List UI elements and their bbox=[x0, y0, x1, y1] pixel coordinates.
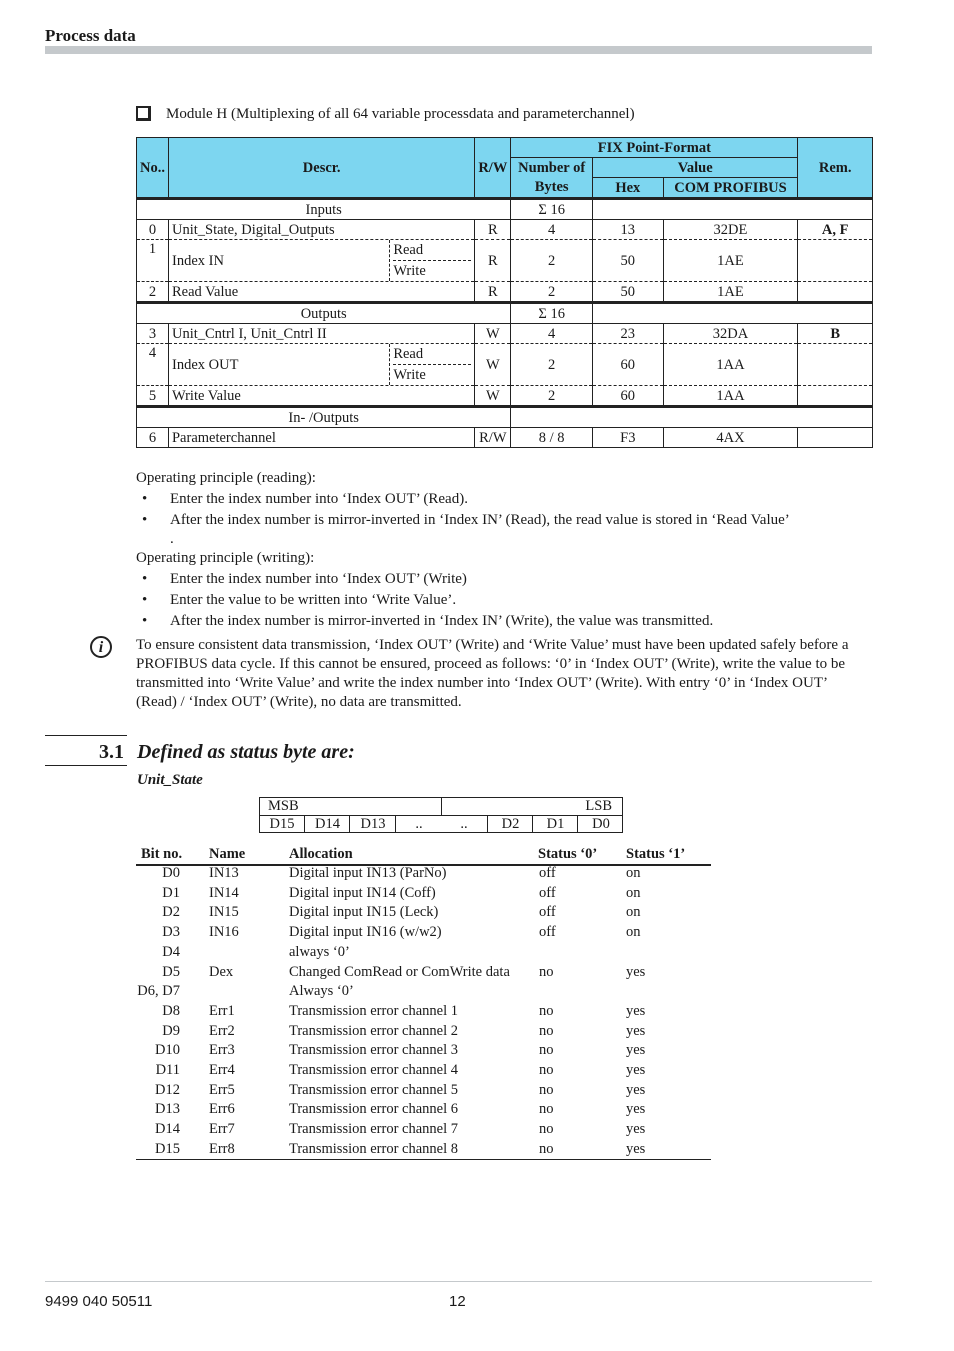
msb-label: MSB bbox=[268, 798, 299, 814]
status-cell-bit: D14 bbox=[155, 1121, 180, 1138]
col-rem: Rem. bbox=[798, 138, 873, 199]
status-cell-alloc: Always ‘0’ bbox=[289, 983, 354, 1000]
status-cell-name: Err5 bbox=[209, 1081, 235, 1098]
status-cell-bit: D0 bbox=[162, 865, 180, 881]
table-row: 6 Parameterchannel R/W 8 / 8 F3 4AX bbox=[137, 428, 873, 448]
status-cell-s1: yes bbox=[626, 1140, 646, 1157]
status-cell-bit: D2 bbox=[162, 904, 180, 921]
group-sum: Σ 16 bbox=[511, 303, 593, 324]
status-cell-s1: on bbox=[626, 904, 641, 921]
table-row: 5 Write Value W 2 60 1AA bbox=[137, 386, 873, 407]
module-heading bbox=[136, 106, 635, 123]
status-cell-name: Err7 bbox=[209, 1121, 235, 1138]
group-sum: Σ 16 bbox=[511, 199, 593, 220]
status-cell-alloc: Digital input IN13 (ParNo) bbox=[289, 865, 447, 881]
page-header-title: Process data bbox=[45, 26, 136, 45]
status-cell-s0: no bbox=[539, 1140, 554, 1157]
status-cell-s0: no bbox=[539, 963, 554, 980]
status-cell-name: Err4 bbox=[209, 1062, 235, 1078]
status-cell-s0: no bbox=[539, 1121, 554, 1138]
status-cell-alloc: always ‘0’ bbox=[289, 943, 350, 960]
status-cell-bit: D5 bbox=[162, 963, 180, 980]
section-rule-top bbox=[45, 735, 127, 736]
status-cell-bit: D12 bbox=[155, 1081, 180, 1098]
section-title: Defined as status byte are: bbox=[137, 741, 355, 763]
bit-cell: D0 bbox=[577, 816, 624, 833]
table-row bbox=[136, 1042, 711, 1062]
status-table-end-rule bbox=[136, 1159, 711, 1160]
status-cell-bit: D13 bbox=[155, 1101, 180, 1118]
lsb-label: LSB bbox=[585, 798, 612, 814]
bit-cell: .. bbox=[395, 816, 442, 833]
status-cell-name: Err8 bbox=[209, 1140, 235, 1157]
bit-cell: D13 bbox=[349, 816, 396, 833]
operating-principle bbox=[136, 469, 866, 631]
status-cell-s0: no bbox=[539, 1022, 554, 1039]
group-inoutputs bbox=[137, 407, 873, 428]
table-row: 2 Read Value R 2 50 1AE bbox=[137, 282, 873, 303]
status-cell-s0: off bbox=[539, 865, 556, 881]
status-cell-alloc: Digital input IN16 (w/w2) bbox=[289, 924, 442, 941]
section-subtitle: Unit_State bbox=[137, 772, 203, 788]
writing-title: Operating principle (writing): bbox=[136, 550, 315, 566]
status-cell-bit: D4 bbox=[162, 943, 180, 960]
status-cell-s0: off bbox=[539, 924, 556, 941]
status-cell-name: IN14 bbox=[209, 884, 239, 901]
status-cell-name: Err6 bbox=[209, 1101, 235, 1118]
status-cell-name: IN16 bbox=[209, 924, 239, 941]
table-row bbox=[136, 1003, 711, 1023]
status-cell-alloc: Transmission error channel 4 bbox=[289, 1062, 459, 1078]
status-cell-bit: D11 bbox=[155, 1062, 180, 1078]
status-cell-s1: yes bbox=[626, 963, 646, 980]
status-cell-s1: yes bbox=[626, 1081, 646, 1098]
status-cell-s0: off bbox=[539, 884, 556, 901]
status-cell-s1: yes bbox=[626, 1022, 646, 1039]
status-cell-bit: D3 bbox=[162, 924, 180, 941]
status-cell-bit: D8 bbox=[162, 1002, 180, 1019]
status-cell-name: IN15 bbox=[209, 904, 239, 921]
status-cell-s0: no bbox=[539, 1042, 554, 1059]
bit-cell: D14 bbox=[304, 816, 350, 833]
status-cell-name: Err1 bbox=[209, 1002, 235, 1019]
info-note: To ensure consistent data transmission, ‘Index OUT’ (Write) and ‘Write Value’ must have been updated safely before a PROFIBUS data cycle. If this cannot be ensured, proceed as follows: ‘0’ in ‘Index OUT’ (Write), write the value to be transmitted into ‘Write Value’ and write the index number into ‘Index OUT’ (Write). With entry ‘0’ in ‘Index OUT’ (Read) / ‘Index OUT’ (Write), no data are transmitted. bbox=[136, 637, 849, 710]
table-row bbox=[136, 964, 711, 984]
bit-cell: D15 bbox=[269, 816, 295, 832]
section-number: 3.1 bbox=[99, 741, 124, 763]
table-row bbox=[136, 1141, 711, 1161]
bit-layout-box bbox=[259, 797, 623, 833]
table-row: 3 Unit_Cntrl I, Unit_Cntrl II W 4 23 32DA B bbox=[137, 324, 873, 344]
status-cell-bit: D10 bbox=[155, 1042, 180, 1059]
status-cell-s0: no bbox=[539, 1081, 554, 1098]
col-value: Value bbox=[593, 158, 798, 178]
table-row: 1 Index IN Read Write R 2 50 1AE bbox=[137, 240, 873, 282]
status-cell-bit: D9 bbox=[162, 1022, 180, 1039]
table-row bbox=[136, 1101, 711, 1121]
status-cell-bit: D15 bbox=[155, 1140, 180, 1157]
status-cell-alloc: Transmission error channel 5 bbox=[289, 1081, 459, 1098]
status-cell-name: Err2 bbox=[209, 1022, 235, 1039]
table-row bbox=[136, 944, 711, 964]
status-cell-s0: off bbox=[539, 904, 556, 921]
col-number-bytes: Number of Bytes bbox=[511, 158, 593, 199]
status-cell-alloc: Transmission error channel 8 bbox=[289, 1140, 459, 1157]
header-bar bbox=[45, 46, 872, 54]
status-cell-s1: yes bbox=[626, 1002, 646, 1019]
info-icon: i bbox=[90, 636, 112, 658]
table-row bbox=[136, 1082, 711, 1102]
col-no: No.. bbox=[137, 138, 169, 199]
status-cell-s1: on bbox=[626, 924, 641, 941]
col-fix-point: FIX Point-Format bbox=[511, 138, 798, 158]
status-cell-s1: yes bbox=[626, 1062, 646, 1078]
footer-doc-number: 9499 040 50511 bbox=[45, 1293, 153, 1310]
status-cell-alloc: Transmission error channel 7 bbox=[289, 1121, 459, 1138]
col-descr: Descr. bbox=[168, 138, 474, 199]
status-cell-alloc: Transmission error channel 2 bbox=[289, 1022, 459, 1039]
table-row bbox=[136, 924, 711, 944]
status-cell-alloc: Digital input IN14 (Coff) bbox=[289, 884, 436, 901]
status-cell-name: Err3 bbox=[209, 1042, 235, 1059]
list-item: • Enter the index number into ‘Index OUT’ (Read). bbox=[136, 490, 866, 509]
status-cell-name: Dex bbox=[209, 963, 234, 980]
status-cell-alloc: Transmission error channel 6 bbox=[289, 1101, 459, 1118]
process-data-table bbox=[136, 137, 873, 448]
status-table-header: Bit no. Name Allocation Status ‘0’ Status ‘1’ bbox=[136, 846, 711, 866]
status-cell-s1: yes bbox=[626, 1042, 646, 1059]
status-cell-s0: no bbox=[539, 1002, 554, 1019]
table-row bbox=[136, 983, 711, 1003]
status-cell-name: IN13 bbox=[209, 865, 239, 881]
bit-cell: .. bbox=[460, 816, 468, 832]
table-row bbox=[136, 1023, 711, 1043]
checkbox-icon bbox=[136, 106, 151, 121]
group-label: In- /Outputs bbox=[137, 407, 511, 428]
list-item: • After the index number is mirror-inverted in ‘Index IN’ (Write), the value was transmitted. bbox=[136, 612, 866, 631]
footer-rule bbox=[45, 1281, 872, 1282]
bit-cell: D2 bbox=[487, 816, 533, 833]
list-item: • Enter the index number into ‘Index OUT’ (Write) bbox=[136, 570, 866, 589]
status-cell-bit: D1 bbox=[162, 884, 180, 901]
table-row bbox=[136, 1121, 711, 1141]
table-row bbox=[136, 885, 711, 905]
status-cell-alloc: Transmission error channel 1 bbox=[289, 1002, 459, 1019]
col-com-profibus: COM PROFIBUS bbox=[663, 178, 798, 199]
col-rw: R/W bbox=[475, 138, 511, 199]
status-cell-s1: on bbox=[626, 884, 641, 901]
status-cell-alloc: Digital input IN15 (Leck) bbox=[289, 904, 439, 921]
list-item: • Enter the value to be written into ‘Write Value’. bbox=[136, 591, 866, 610]
table-row bbox=[136, 865, 711, 885]
status-cell-bit: D6, D7 bbox=[137, 983, 180, 1000]
status-cell-s1: yes bbox=[626, 1121, 646, 1138]
col-hex: Hex bbox=[593, 178, 664, 199]
table-row bbox=[136, 904, 711, 924]
reading-title: Operating principle (reading): bbox=[136, 470, 316, 486]
status-cell-s1: on bbox=[626, 865, 641, 881]
table-row: 0 Unit_State, Digital_Outputs R 4 13 32DE A, F bbox=[137, 220, 873, 240]
group-outputs bbox=[137, 303, 873, 324]
status-cell-s1: yes bbox=[626, 1101, 646, 1118]
table-row: 4 Index OUT Read Write W 2 60 1AA bbox=[137, 344, 873, 386]
group-label: Inputs bbox=[137, 199, 511, 220]
list-item: • After the index number is mirror-inverted in ‘Index IN’ (Read), the read value is stored in ‘Read Value’ . bbox=[136, 511, 790, 549]
status-cell-alloc: Transmission error channel 3 bbox=[289, 1042, 459, 1059]
section-rule-bottom bbox=[45, 765, 127, 766]
group-label: Outputs bbox=[137, 303, 511, 324]
status-cell-s0: no bbox=[539, 1062, 554, 1078]
footer-page-number: 12 bbox=[449, 1293, 466, 1310]
status-cell-alloc: Changed ComRead or ComWrite data bbox=[289, 963, 510, 980]
module-title: Module H (Multiplexing of all 64 variable processdata and parameterchannel) bbox=[166, 106, 635, 122]
group-inputs bbox=[137, 199, 873, 220]
table-row bbox=[136, 1062, 711, 1082]
bit-cell: D1 bbox=[532, 816, 578, 833]
status-cell-s0: no bbox=[539, 1101, 554, 1118]
